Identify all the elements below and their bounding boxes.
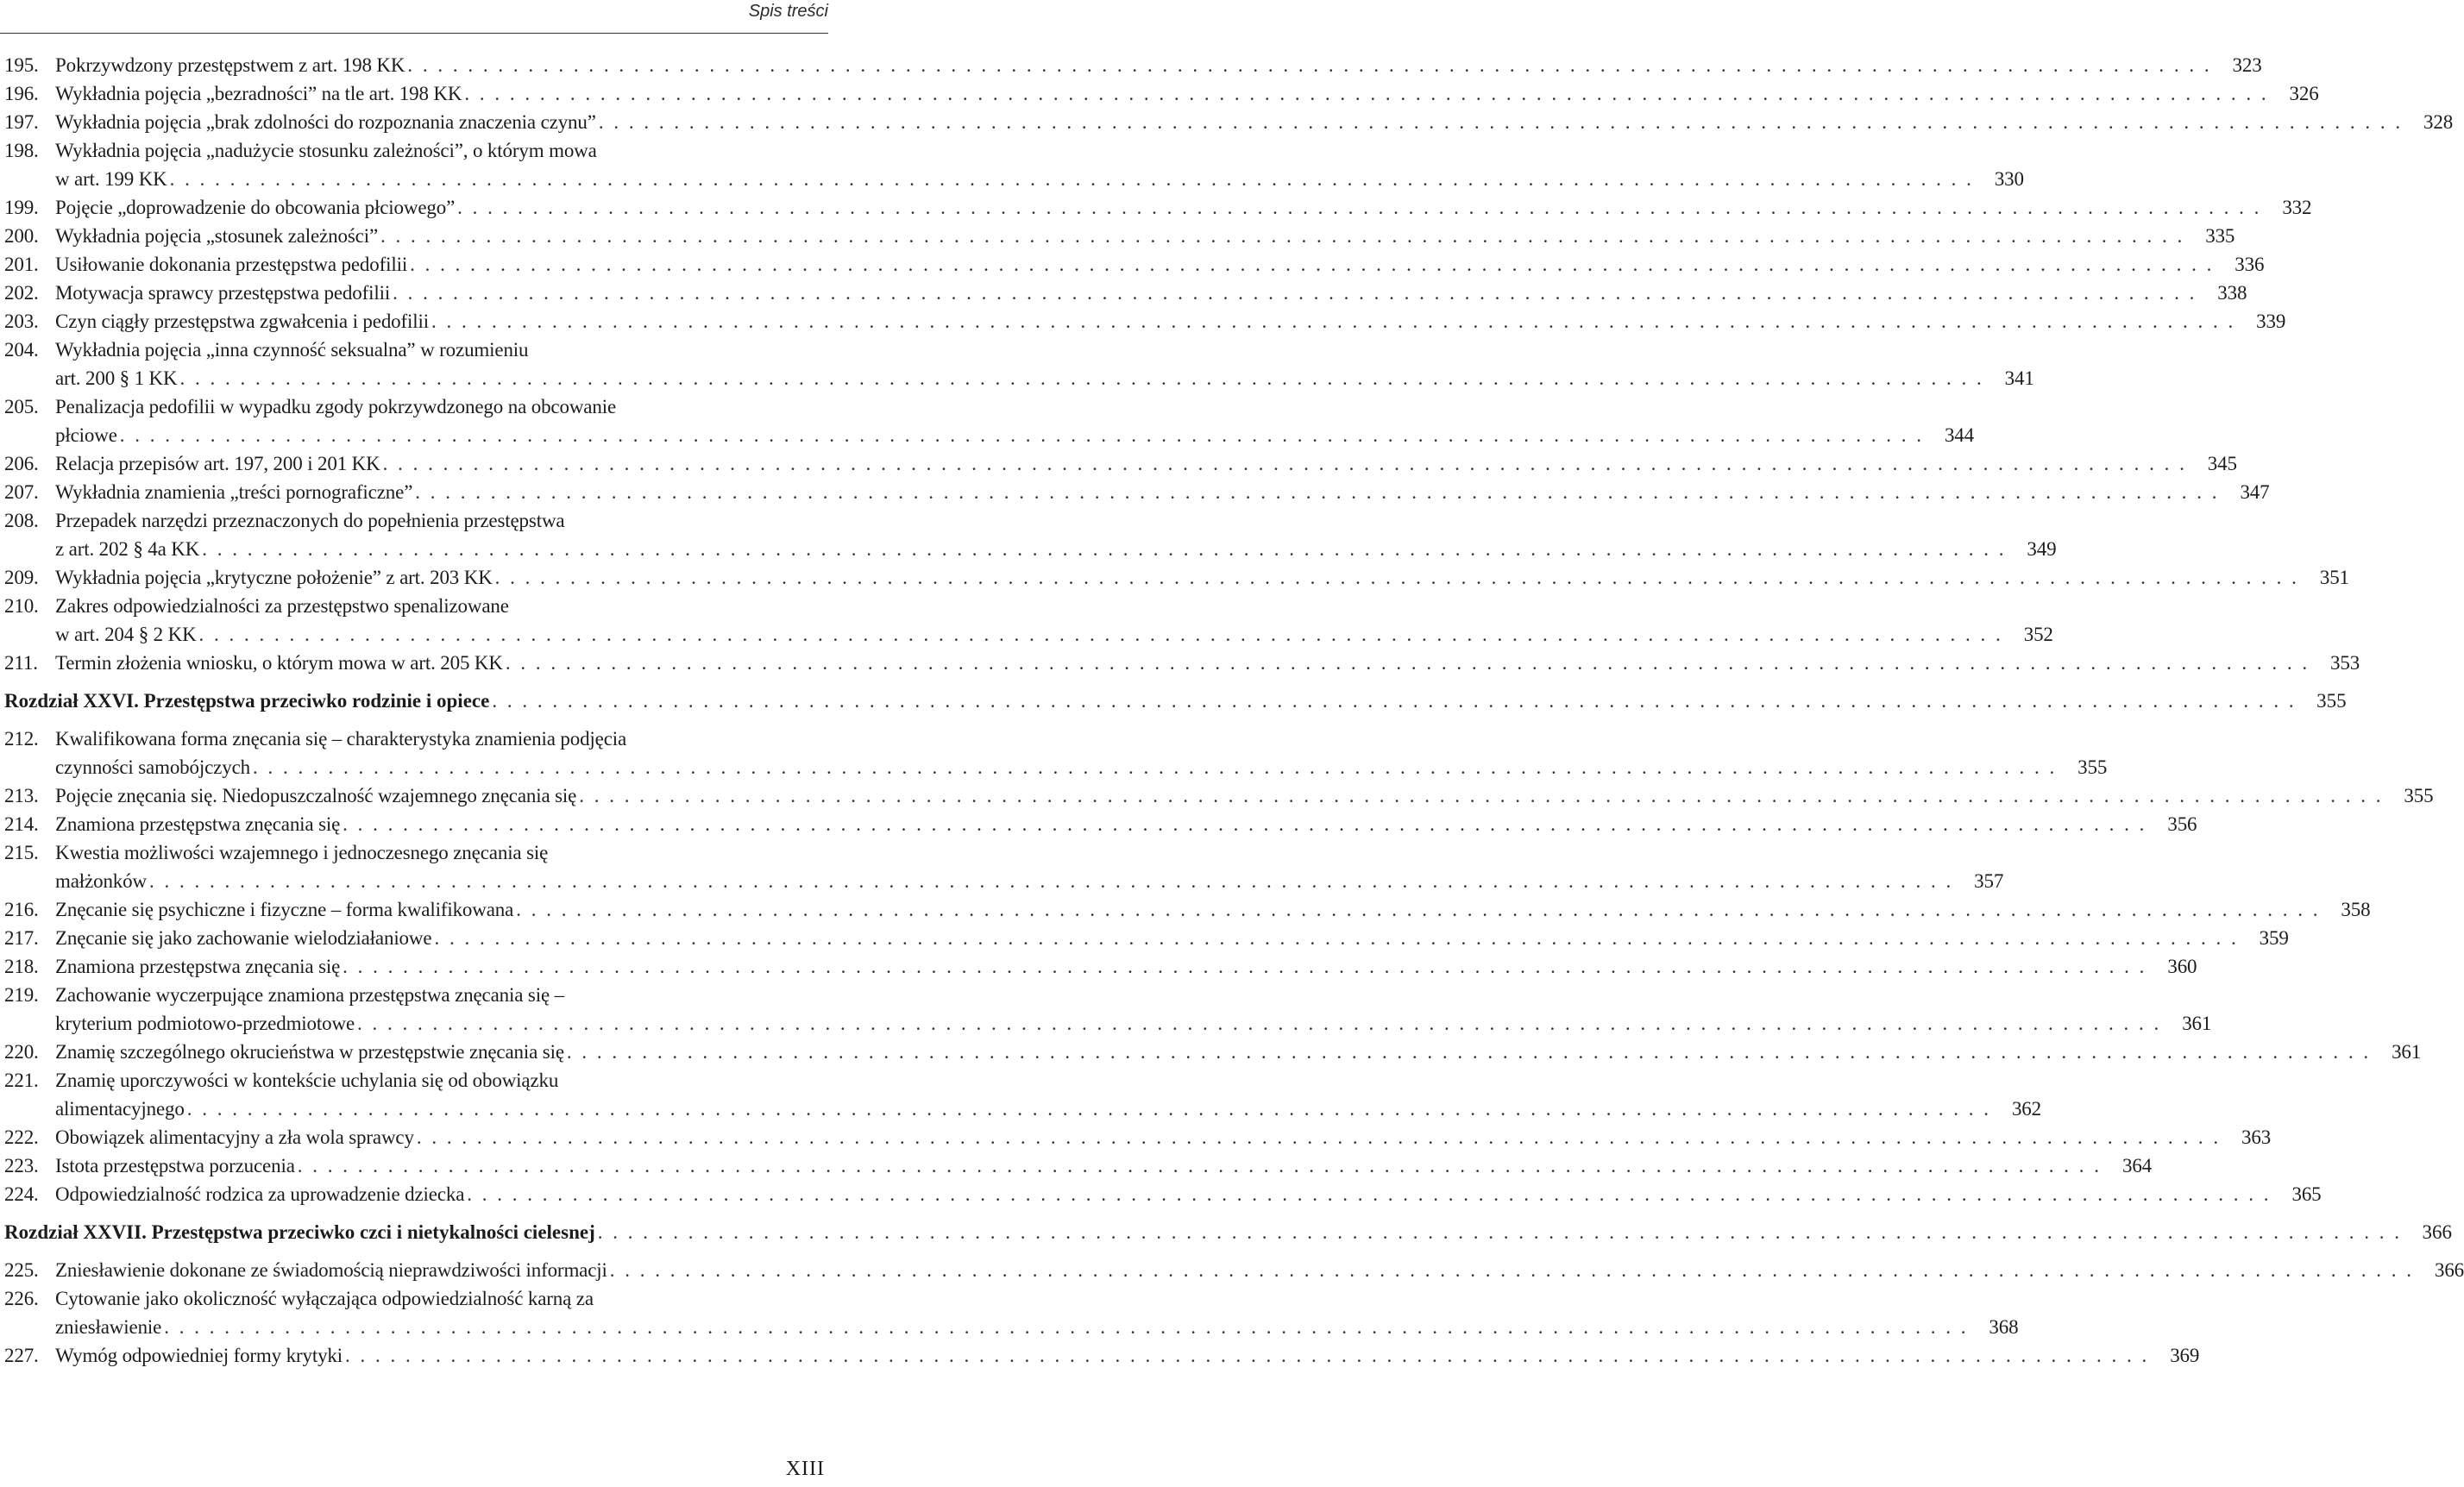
entry-number: 206.	[4, 453, 39, 474]
dot-leader: . . . . . . . . . . . . . . . . . . . . . . . . . . . . . . . . . . . . . . . . . . . . . . . . . . . . . . . . . . . . . . . . . . . . . . . . . . . . . . . . . . . . . . . . . . . . . . . . . . . . . . . . . . . . . . . . . . . . . . . .	[382, 453, 2187, 474]
dot-leader: . . . . . . . . . . . . . . . . . . . . . . . . . . . . . . . . . . . . . . . . . . . . . . . . . . . . . . . . . . . . . . . . . . . . . . . . . . . . . . . . . . . . . . . . . . . . . . . . . . . . . . . . . . . . . . . . . . . . . . . .	[415, 481, 2220, 503]
toc-entry[interactable]	[4, 563, 2349, 592]
page-ref: 335	[2205, 225, 2235, 247]
page-ref: 365	[2291, 1183, 2322, 1205]
page-ref: 345	[2207, 453, 2237, 474]
dot-leader: . . . . . . . . . . . . . . . . . . . . . . . . . . . . . . . . . . . . . . . . . . . . . . . . . . . . . . . . . . . . . . . . . . . . . . . . . . . . . . . . . . . . . . . . . . . . . . . . . . . . . . . . . . . . . . . . . . . . . . . .	[148, 870, 1954, 892]
page-ref: 338	[2217, 282, 2247, 304]
dot-leader: . . . . . . . . . . . . . . . . . . . . . . . . . . . . . . . . . . . . . . . . . . . . . . . . . . . . . . . . . . . . . . . . . . . . . . . . . . . . . . . . . . . . . . . . . . . . . . . . . . . . . . . . . . . . . . . . . . . . . . . .	[119, 424, 1925, 446]
page-ref: 366	[2434, 1259, 2464, 1281]
dot-leader: . . . . . . . . . . . . . . . . . . . . . . . . . . . . . . . . . . . . . . . . . . . . . . . . . . . . . . . . . . . . . . . . . . . . . . . . . . . . . . . . . . . . . . . . . . . . . . . . . . . . . . . . . . . . . . . . . . . . . . . .	[492, 690, 2297, 712]
toc-entry[interactable]	[4, 193, 2312, 222]
page-ref: 344	[1944, 424, 1975, 446]
toc-entry[interactable]	[4, 838, 2004, 895]
page-ref: 368	[1989, 1316, 2019, 1338]
entry-title-line: Znamiona przestępstwa znęcania się	[55, 813, 341, 835]
page-ref: 366	[2422, 1221, 2452, 1243]
entry-title-line: Wykładnia pojęcia „inna czynność seksualna” w rozumieniu	[55, 339, 529, 361]
page-ref: 362	[2011, 1098, 2041, 1120]
entry-title-line: Kwestia możliwości wzajemnego i jednoczesnego znęcania się	[55, 842, 549, 863]
page-ref: 360	[2167, 956, 2197, 977]
dot-leader: . . . . . . . . . . . . . . . . . . . . . . . . . . . . . . . . . . . . . . . . . . . . . . . . . . . . . . . . . . . . . . . . . . . . . . . . . . . . . . . . . . . . . . . . . . . . . . . . . . . . . . . . . . . . . . . . . . . . . . . .	[598, 111, 2404, 133]
entry-title-line: Wymóg odpowiedniej formy krytyki	[55, 1345, 343, 1366]
entry-title-line: Zachowanie wyczerpujące znamiona przestępstwa znęcania się –	[55, 984, 564, 1006]
header-divider	[0, 33, 828, 34]
entry-title-line: Penalizacja pedofilii w wypadku zgody pokrzywdzonego na obcowanie	[55, 396, 617, 417]
entry-number: 220.	[4, 1041, 39, 1063]
toc-entry[interactable]	[4, 592, 2053, 649]
dot-leader: . . . . . . . . . . . . . . . . . . . . . . . . . . . . . . . . . . . . . . . . . . . . . . . . . . . . . . . . . . . . . . . . . . . . . . . . . . . . . . . . . . . . . . . . . . . . . . . . . . . . . . . . . . . . . . . . . . . . . . . .	[186, 1098, 1991, 1120]
entry-title-line: Wykładnia znamienia „treści pornograficzne”	[55, 481, 413, 503]
toc-entry[interactable]	[4, 250, 2265, 279]
entry-number: 214.	[4, 813, 39, 835]
entry-number: 223.	[4, 1155, 39, 1176]
page-ref: 358	[2341, 899, 2371, 920]
entry-title-line: Wykładnia pojęcia „krytyczne położenie” z art. 203 KK	[55, 567, 493, 588]
toc-entry[interactable]	[4, 810, 2197, 838]
entry-number: 222.	[4, 1126, 39, 1148]
dot-leader: . . . . . . . . . . . . . . . . . . . . . . . . . . . . . . . . . . . . . . . . . . . . . . . . . . . . . . . . . . . . . . . . . . . . . . . . . . . . . . . . . . . . . . . . . . . . . . . . . . . . . . . . . . . . . . . . . . . . . . . .	[380, 225, 2185, 247]
entry-number: 226.	[4, 1288, 39, 1309]
entry-number: 203.	[4, 311, 39, 332]
page-ref: 353	[2330, 652, 2360, 674]
dot-leader: . . . . . . . . . . . . . . . . . . . . . . . . . . . . . . . . . . . . . . . . . . . . . . . . . . . . . . . . . . . . . . . . . . . . . . . . . . . . . . . . . . . . . . . . . . . . . . . . . . . . . . . . . . . . . . . . . . . . . . . .	[457, 197, 2262, 218]
entry-number: 218.	[4, 956, 39, 977]
entry-title-line: Relacja przepisów art. 197, 200 i 201 KK	[55, 453, 380, 474]
page-ref: 323	[2232, 54, 2262, 76]
dot-leader: . . . . . . . . . . . . . . . . . . . . . . . . . . . . . . . . . . . . . . . . . . . . . . . . . . . . . . . . . . . . . . . . . . . . . . . . . . . . . . . . . . . . . . . . . . . . . . . . . . . . . . . . . . . . . . . . . . . . . . . .	[609, 1259, 2415, 1281]
entry-number: 227.	[4, 1345, 39, 1366]
dot-leader: . . . . . . . . . . . . . . . . . . . . . . . . . . . . . . . . . . . . . . . . . . . . . . . . . . . . . . . . . . . . . . . . . . . . . . . . . . . . . . . . . . . . . . . . . . . . . . . . . . . . . . . . . . . . . . . . . . . . . . . .	[252, 756, 2058, 778]
dot-leader: . . . . . . . . . . . . . . . . . . . . . . . . . . . . . . . . . . . . . . . . . . . . . . . . . . . . . . . . . . . . . . . . . . . . . . . . . . . . . . . . . . . . . . . . . . . . . . . . . . . . . . . . . . . . . . . . . . . . . . . .	[434, 927, 2239, 949]
entry-title-line: w art. 199 KK	[55, 168, 167, 190]
toc-entry[interactable]	[4, 781, 2434, 810]
page-ref: 363	[2241, 1126, 2272, 1148]
entry-title-line: Cytowanie jako okoliczność wyłączająca odpowiedzialność karną za	[55, 1288, 594, 1309]
toc-entry[interactable]	[4, 1180, 2322, 1208]
toc-entry[interactable]	[4, 1151, 2153, 1180]
entry-title-line: płciowe	[55, 424, 117, 446]
page-ref: 328	[2423, 111, 2454, 133]
entry-number: 202.	[4, 282, 39, 304]
page-ref: 361	[2182, 1013, 2212, 1034]
entry-number: 195.	[4, 54, 39, 76]
dot-leader: . . . . . . . . . . . . . . . . . . . . . . . . . . . . . . . . . . . . . . . . . . . . . . . . . . . . . . . . . . . . . . . . . . . . . . . . . . . . . . . . . . . . . . . . . . . . . . . . . . . . . . . . . . . . . . . . . . . . . . . .	[410, 254, 2215, 275]
page-ref: 336	[2235, 254, 2265, 275]
page-ref: 355	[2404, 785, 2434, 806]
entry-number: 221.	[4, 1070, 39, 1091]
toc-entry[interactable]	[4, 279, 2247, 307]
entry-title-line: Znamię szczególnego okrucieństwa w przestępstwie znęcania się	[55, 1041, 564, 1063]
dot-leader: . . . . . . . . . . . . . . . . . . . . . . . . . . . . . . . . . . . . . . . . . . . . . . . . . . . . . . . . . . . . . . . . . . . . . . . . . . . . . . . . . . . . . . . . . . . . . . . . . . . . . . . . . . . . . . . . . . . . . . . .	[169, 168, 1974, 190]
toc-entry[interactable]	[4, 1284, 2019, 1341]
entry-title-line: Usiłowanie dokonania przestępstwa pedofilii	[55, 254, 408, 275]
page-ref: 349	[2027, 538, 2057, 560]
entry-title-line: Wykładnia pojęcia „bezradności” na tle art. 198 KK	[55, 83, 462, 104]
page-ref: 357	[1974, 870, 2004, 892]
entry-title-line: Znamiona przestępstwa znęcania się	[55, 956, 341, 977]
entry-title-line: w art. 204 § 2 KK	[55, 624, 197, 645]
entry-number: 199.	[4, 197, 39, 218]
page-number: XIII	[785, 1458, 825, 1480]
page-ref: 341	[2004, 367, 2034, 389]
page-ref: 355	[2077, 756, 2108, 778]
toc-entry[interactable]	[4, 895, 2371, 924]
toc-entry[interactable]	[4, 506, 2057, 563]
entry-number: 209.	[4, 567, 39, 588]
chapter-title: Rozdział XXVII. Przestępstwa przeciwko czci i nietykalności cielesnej	[4, 1221, 595, 1243]
dot-leader: . . . . . . . . . . . . . . . . . . . . . . . . . . . . . . . . . . . . . . . . . . . . . . . . . . . . . . . . . . . . . . . . . . . . . . . . . . . . . . . . . . . . . . . . . . . . . . . . . . . . . . . . . . . . . . . . . . . . . . . .	[597, 1221, 2402, 1243]
dot-leader: . . . . . . . . . . . . . . . . . . . . . . . . . . . . . . . . . . . . . . . . . . . . . . . . . . . . . . . . . . . . . . . . . . . . . . . . . . . . . . . . . . . . . . . . . . . . . . . . . . . . . . . . . . . . . . . . . . . . . . . .	[566, 1041, 2372, 1063]
dot-leader: . . . . . . . . . . . . . . . . . . . . . . . . . . . . . . . . . . . . . . . . . . . . . . . . . . . . . . . . . . . . . . . . . . . . . . . . . . . . . . . . . . . . . . . . . . . . . . . . . . . . . . . . . . . . . . . . . . . . . . . .	[505, 652, 2310, 674]
toc-entry[interactable]	[4, 1123, 2272, 1151]
toc-entry[interactable]	[4, 478, 2270, 506]
entry-title-line: Termin złożenia wniosku, o którym mowa w art. 205 KK	[55, 652, 503, 674]
dot-leader: . . . . . . . . . . . . . . . . . . . . . . . . . . . . . . . . . . . . . . . . . . . . . . . . . . . . . . . . . . . . . . . . . . . . . . . . . . . . . . . . . . . . . . . . . . . . . . . . . . . . . . . . . . . . . . . . . . . . . . . .	[416, 1126, 2222, 1148]
toc-entry[interactable]	[4, 725, 2108, 781]
toc-entry[interactable]	[4, 136, 2024, 193]
toc-entry[interactable]	[4, 1341, 2200, 1370]
dot-leader: . . . . . . . . . . . . . . . . . . . . . . . . . . . . . . . . . . . . . . . . . . . . . . . . . . . . . . . . . . . . . . . . . . . . . . . . . . . . . . . . . . . . . . . . . . . . . . . . . . . . . . . . . . . . . . . . . . . . . . . .	[464, 83, 2269, 104]
dot-leader: . . . . . . . . . . . . . . . . . . . . . . . . . . . . . . . . . . . . . . . . . . . . . . . . . . . . . . . . . . . . . . . . . . . . . . . . . . . . . . . . . . . . . . . . . . . . . . . . . . . . . . . . . . . . . . . . . . . . . . . .	[198, 624, 2003, 645]
entry-number: 224.	[4, 1183, 39, 1205]
toc-entry[interactable]	[4, 108, 2454, 136]
entry-title-line: Czyn ciągły przestępstwa zgwałcenia i pedofilii	[55, 311, 429, 332]
entry-title-line: Odpowiedzialność rodzica za uprowadzenie dziecka	[55, 1183, 465, 1205]
page-ref: 369	[2170, 1345, 2200, 1366]
page-ref: 330	[1994, 168, 2024, 190]
entry-number: 219.	[4, 984, 39, 1006]
page-ref: 326	[2289, 83, 2319, 104]
entry-title-line: Obowiązek alimentacyjny a zła wola sprawcy	[55, 1126, 414, 1148]
entry-title-line: art. 200 § 1 KK	[55, 367, 178, 389]
toc-entry[interactable]	[4, 1038, 2422, 1066]
entry-number: 207.	[4, 481, 39, 503]
toc-entry[interactable]	[4, 307, 2286, 336]
entry-title-line: Znamię uporczywości w kontekście uchylania się od obowiązku	[55, 1070, 559, 1091]
page-ref: 352	[2023, 624, 2053, 645]
page-ref: 347	[2240, 481, 2270, 503]
entry-title-line: Zniesławienie dokonane ze świadomością nieprawdziwości informacji	[55, 1259, 607, 1281]
entry-title-line: Istota przestępstwa porzucenia	[55, 1155, 295, 1176]
toc-entry[interactable]	[4, 924, 2289, 952]
entry-title-line: czynności samobójczych	[55, 756, 250, 778]
entry-title-line: Motywacja sprawcy przestępstwa pedofilii	[55, 282, 391, 304]
toc-entry[interactable]	[4, 981, 2212, 1038]
page-ref: 364	[2121, 1155, 2153, 1176]
dot-leader: . . . . . . . . . . . . . . . . . . . . . . . . . . . . . . . . . . . . . . . . . . . . . . . . . . . . . . . . . . . . . . . . . . . . . . . . . . . . . . . . . . . . . . . . . . . . . . . . . . . . . . . . . . . . . . . . . . . . . . . .	[343, 813, 2147, 835]
page-ref: 355	[2316, 690, 2347, 712]
page-ref: 356	[2167, 813, 2197, 835]
entry-title-line: Wykładnia pojęcia „stosunek zależności”	[55, 225, 379, 247]
dot-leader: . . . . . . . . . . . . . . . . . . . . . . . . . . . . . . . . . . . . . . . . . . . . . . . . . . . . . . . . . . . . . . . . . . . . . . . . . . . . . . . . . . . . . . . . . . . . . . . . . . . . . . . . . . . . . . . . . . . . . . . .	[516, 899, 2321, 920]
dot-leader: . . . . . . . . . . . . . . . . . . . . . . . . . . . . . . . . . . . . . . . . . . . . . . . . . . . . . . . . . . . . . . . . . . . . . . . . . . . . . . . . . . . . . . . . . . . . . . . . . . . . . . . . . . . . . . . . . . . . . . . .	[202, 538, 2007, 560]
dot-leader: . . . . . . . . . . . . . . . . . . . . . . . . . . . . . . . . . . . . . . . . . . . . . . . . . . . . . . . . . . . . . . . . . . . . . . . . . . . . . . . . . . . . . . . . . . . . . . . . . . . . . . . . . . . . . . . . . . . . . . . .	[179, 367, 1984, 389]
page-ref: 361	[2392, 1041, 2422, 1063]
toc-entry[interactable]	[4, 649, 2360, 677]
entry-title-line: Znęcanie się psychiczne i fizyczne – forma kwalifikowana	[55, 899, 514, 920]
dot-leader: . . . . . . . . . . . . . . . . . . . . . . . . . . . . . . . . . . . . . . . . . . . . . . . . . . . . . . . . . . . . . . . . . . . . . . . . . . . . . . . . . . . . . . . . . . . . . . . . . . . . . . . . . . . . . . . . . . . . . . . .	[393, 282, 2197, 304]
entry-title-line: Wykładnia pojęcia „brak zdolności do rozpoznania znaczenia czynu”	[55, 111, 596, 133]
toc-entry[interactable]	[4, 1256, 2464, 1284]
entry-title-line: Pokrzywdzony przestępstwem z art. 198 KK	[55, 54, 405, 76]
entry-number: 216.	[4, 899, 39, 920]
entry-number: 208.	[4, 510, 39, 531]
entry-number: 204.	[4, 339, 39, 361]
entry-number: 211.	[4, 652, 38, 674]
toc-entry[interactable]	[4, 51, 2262, 79]
toc-entry[interactable]	[4, 336, 2034, 392]
entry-title-line: Pojęcie znęcania się. Niedopuszczalność wzajemnego znęcania się	[55, 785, 577, 806]
entry-number: 198.	[4, 140, 39, 161]
table-of-contents	[4, 51, 2464, 1370]
entry-title-line: Pojęcie „doprowadzenie do obcowania płciowego”	[55, 197, 456, 218]
toc-entry[interactable]	[4, 222, 2235, 250]
dot-leader: . . . . . . . . . . . . . . . . . . . . . . . . . . . . . . . . . . . . . . . . . . . . . . . . . . . . . . . . . . . . . . . . . . . . . . . . . . . . . . . . . . . . . . . . . . . . . . . . . . . . . . . . . . . . . . . . . . . . . . . .	[297, 1155, 2103, 1176]
chapter-title: Rozdział XXVI. Przestępstwa przeciwko rodzinie i opiece	[4, 690, 490, 712]
entry-number: 215.	[4, 842, 39, 863]
entry-number: 197.	[4, 111, 39, 133]
dot-leader: . . . . . . . . . . . . . . . . . . . . . . . . . . . . . . . . . . . . . . . . . . . . . . . . . . . . . . . . . . . . . . . . . . . . . . . . . . . . . . . . . . . . . . . . . . . . . . . . . . . . . . . . . . . . . . . . . . . . . . . .	[431, 311, 2236, 332]
entry-number: 196.	[4, 83, 39, 104]
entry-number: 213.	[4, 785, 39, 806]
toc-entry[interactable]	[4, 449, 2237, 478]
toc-chapter-heading[interactable]	[4, 687, 2347, 715]
toc-entry[interactable]	[4, 952, 2197, 981]
dot-leader: . . . . . . . . . . . . . . . . . . . . . . . . . . . . . . . . . . . . . . . . . . . . . . . . . . . . . . . . . . . . . . . . . . . . . . . . . . . . . . . . . . . . . . . . . . . . . . . . . . . . . . . . . . . . . . . . . . . . . . . .	[579, 785, 2384, 806]
dot-leader: . . . . . . . . . . . . . . . . . . . . . . . . . . . . . . . . . . . . . . . . . . . . . . . . . . . . . . . . . . . . . . . . . . . . . . . . . . . . . . . . . . . . . . . . . . . . . . . . . . . . . . . . . . . . . . . . . . . . . . . .	[467, 1183, 2272, 1205]
running-header-title: Spis treści	[748, 2, 828, 21]
dot-leader: . . . . . . . . . . . . . . . . . . . . . . . . . . . . . . . . . . . . . . . . . . . . . . . . . . . . . . . . . . . . . . . . . . . . . . . . . . . . . . . . . . . . . . . . . . . . . . . . . . . . . . . . . . . . . . . . . . . . . . . .	[494, 567, 2299, 588]
page-ref: 332	[2282, 197, 2312, 218]
dot-leader: . . . . . . . . . . . . . . . . . . . . . . . . . . . . . . . . . . . . . . . . . . . . . . . . . . . . . . . . . . . . . . . . . . . . . . . . . . . . . . . . . . . . . . . . . . . . . . . . . . . . . . . . . . . . . . . . . . . . . . . .	[345, 1345, 2150, 1366]
page-ref: 359	[2259, 927, 2289, 949]
entry-title-line: Wykładnia pojęcia „nadużycie stosunku zależności”, o którym mowa	[55, 140, 597, 161]
entry-number: 212.	[4, 728, 39, 750]
entry-number: 205.	[4, 396, 39, 417]
entry-title-line: Znęcanie się jako zachowanie wielodziałaniowe	[55, 927, 432, 949]
entry-title-line: kryterium podmiotowo-przedmiotowe	[55, 1013, 355, 1034]
entry-title-line: Kwalifikowana forma znęcania się – charakterystyka znamienia podjęcia	[55, 728, 627, 750]
toc-entry[interactable]	[4, 79, 2319, 108]
entry-title-line: z art. 202 § 4a KK	[55, 538, 200, 560]
toc-chapter-heading[interactable]	[4, 1218, 2452, 1246]
toc-entry[interactable]	[4, 392, 1975, 449]
entry-title-line: Zakres odpowiedzialności za przestępstwo spenalizowane	[55, 595, 509, 617]
toc-entry[interactable]	[4, 1066, 2041, 1123]
dot-leader: . . . . . . . . . . . . . . . . . . . . . . . . . . . . . . . . . . . . . . . . . . . . . . . . . . . . . . . . . . . . . . . . . . . . . . . . . . . . . . . . . . . . . . . . . . . . . . . . . . . . . . . . . . . . . . . . . . . . . . . .	[357, 1013, 2162, 1034]
entry-number: 225.	[4, 1259, 39, 1281]
entry-title-line: zniesławienie	[55, 1316, 162, 1338]
entry-number: 200.	[4, 225, 39, 247]
entry-number: 217.	[4, 927, 39, 949]
dot-leader: . . . . . . . . . . . . . . . . . . . . . . . . . . . . . . . . . . . . . . . . . . . . . . . . . . . . . . . . . . . . . . . . . . . . . . . . . . . . . . . . . . . . . . . . . . . . . . . . . . . . . . . . . . . . . . . . . . . . . . . .	[407, 54, 2212, 76]
entry-number: 201.	[4, 254, 39, 275]
page-ref: 339	[2256, 311, 2286, 332]
entry-title-line: alimentacyjnego	[55, 1098, 185, 1120]
entry-title-line: małżonków	[55, 870, 147, 892]
dot-leader: . . . . . . . . . . . . . . . . . . . . . . . . . . . . . . . . . . . . . . . . . . . . . . . . . . . . . . . . . . . . . . . . . . . . . . . . . . . . . . . . . . . . . . . . . . . . . . . . . . . . . . . . . . . . . . . . . . . . . . . .	[164, 1316, 1969, 1338]
dot-leader: . . . . . . . . . . . . . . . . . . . . . . . . . . . . . . . . . . . . . . . . . . . . . . . . . . . . . . . . . . . . . . . . . . . . . . . . . . . . . . . . . . . . . . . . . . . . . . . . . . . . . . . . . . . . . . . . . . . . . . . .	[343, 956, 2147, 977]
entry-title-line: Przepadek narzędzi przeznaczonych do popełnienia przestępstwa	[55, 510, 565, 531]
entry-number: 210.	[4, 595, 39, 617]
page-ref: 351	[2319, 567, 2349, 588]
